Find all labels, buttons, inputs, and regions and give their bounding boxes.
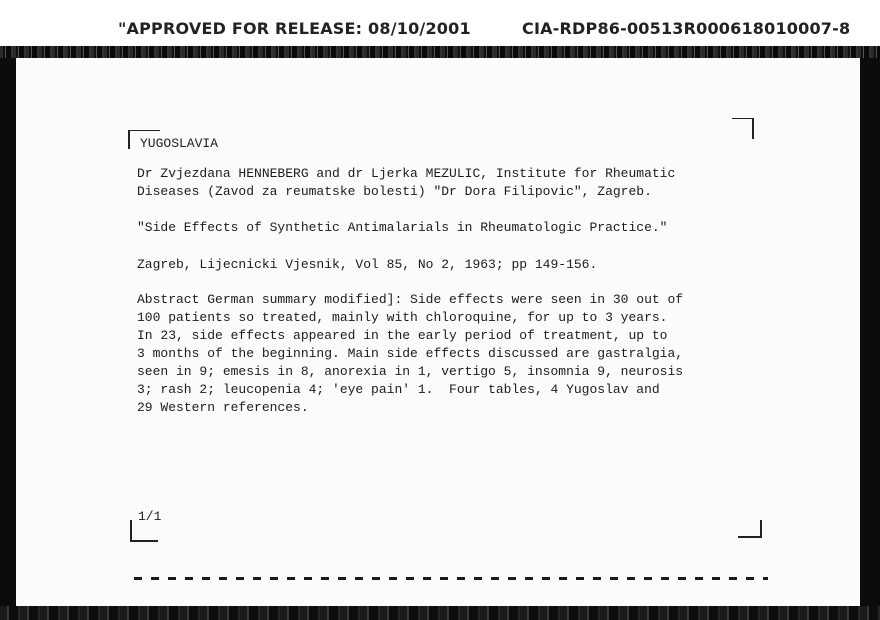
release-header: [0, 0, 880, 46]
abstract-line: In 23, side effects appeared in the early period of treatment, up to: [137, 328, 668, 343]
citation: Zagreb, Lijecnicki Vjesnik, Vol 85, No 2, 1963; pp 149-156.: [137, 257, 598, 272]
authors-line: Diseases (Zavod za reumatske bolesti) "Dr Dora Filipovic", Zagreb.: [137, 184, 652, 199]
article-title: "Side Effects of Synthetic Antimalarials in Rheumatologic Practice.": [137, 220, 668, 235]
authors-line: Dr Zvjezdana HENNEBERG and dr Ljerka MEZULIC, Institute for Rheumatic: [137, 166, 676, 181]
corner-mark-top-right: [732, 118, 754, 139]
corner-mark-bottom-right: [738, 520, 762, 538]
abstract-line: Abstract German summary modified]: Side effects were seen in 30 out of: [137, 292, 684, 307]
document-id: CIA-RDP86-00513R000618010007-8: [522, 19, 851, 38]
abstract-line: seen in 9; emesis in 8, anorexia in 1, vertigo 5, insomnia 9, neurosis: [137, 364, 684, 379]
abstract-line: 29 Western references.: [137, 400, 309, 415]
abstract-line: 3 months of the beginning. Main side effects discussed are gastralgia,: [137, 346, 684, 361]
scan-bottom-band: [0, 606, 880, 620]
dashed-rule: [134, 577, 768, 580]
page-number: 1/1: [138, 509, 162, 524]
scan-top-band: [0, 46, 880, 58]
country-heading: YUGOSLAVIA: [140, 136, 219, 151]
release-stamp: "APPROVED FOR RELEASE: 08/10/2001: [118, 19, 471, 38]
abstract-line: 3; rash 2; leucopenia 4; 'eye pain' 1. Four tables, 4 Yugoslav and: [137, 382, 660, 397]
abstract-line: 100 patients so treated, mainly with chloroquine, for up to 3 years.: [137, 310, 668, 325]
